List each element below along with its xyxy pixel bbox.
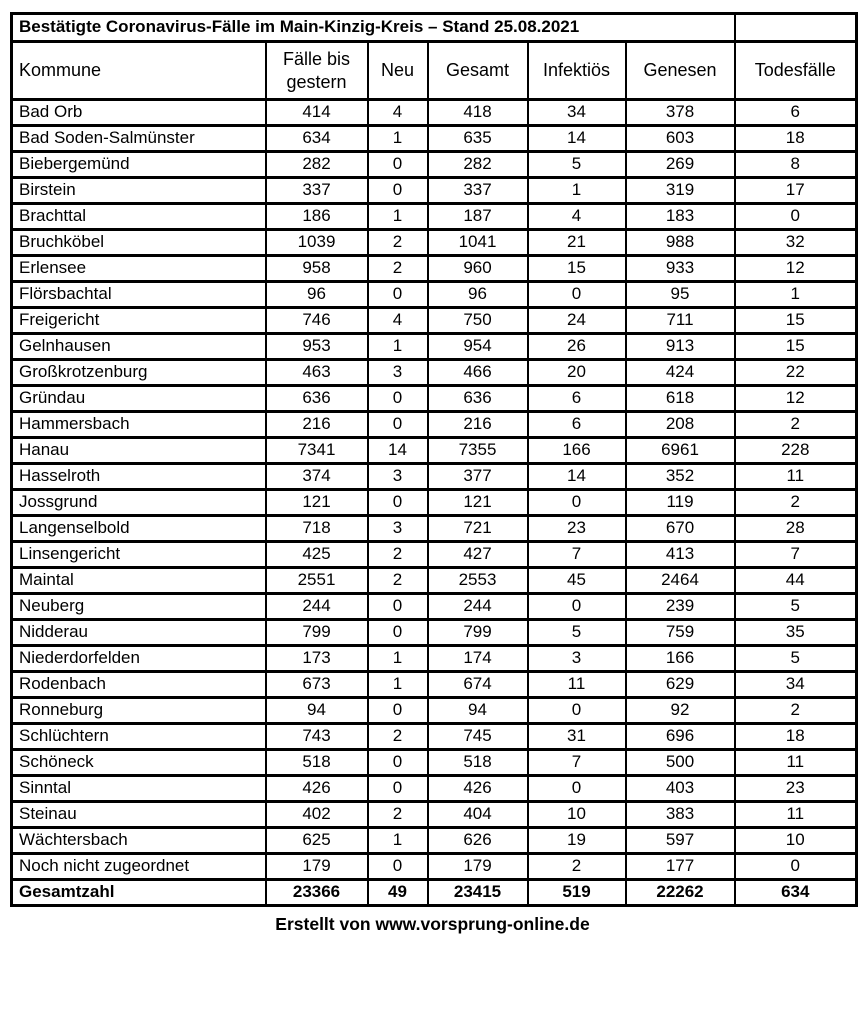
footer-credit: Erstellt von www.vorsprung-online.de — [275, 914, 590, 934]
value-cell: 374 — [266, 464, 368, 490]
table-row — [12, 204, 857, 230]
value-cell: 2 — [735, 490, 857, 516]
kommune-cell: Freigericht — [12, 308, 266, 334]
value-cell: 31 — [528, 724, 626, 750]
kommune-cell: Hasselroth — [12, 464, 266, 490]
value-cell: 19 — [528, 828, 626, 854]
table-row — [12, 438, 857, 464]
kommune-cell: Hammersbach — [12, 412, 266, 438]
value-cell: 383 — [626, 802, 735, 828]
value-cell: 1 — [368, 646, 428, 672]
kommune-cell: Gründau — [12, 386, 266, 412]
value-cell: 96 — [266, 282, 368, 308]
column-header-0: Kommune — [12, 42, 266, 100]
value-cell: 7 — [735, 542, 857, 568]
value-cell: 425 — [266, 542, 368, 568]
value-cell: 0 — [735, 204, 857, 230]
value-cell: 95 — [626, 282, 735, 308]
value-cell: 958 — [266, 256, 368, 282]
value-cell: 11 — [735, 802, 857, 828]
value-cell: 1 — [368, 828, 428, 854]
value-cell: 2 — [368, 802, 428, 828]
value-cell: 20 — [528, 360, 626, 386]
value-cell: 179 — [428, 854, 528, 880]
value-cell: 6 — [735, 100, 857, 126]
value-cell: 94 — [428, 698, 528, 724]
value-cell: 282 — [428, 152, 528, 178]
kommune-cell: Ronneburg — [12, 698, 266, 724]
value-cell: 23 — [735, 776, 857, 802]
value-cell: 625 — [266, 828, 368, 854]
value-cell: 5 — [735, 646, 857, 672]
kommune-cell: Sinntal — [12, 776, 266, 802]
value-cell: 32 — [735, 230, 857, 256]
column-header-6: Todesfälle — [735, 42, 857, 100]
table-row — [12, 412, 857, 438]
value-cell: 228 — [735, 438, 857, 464]
value-cell: 10 — [735, 828, 857, 854]
value-cell: 7341 — [266, 438, 368, 464]
value-cell: 244 — [428, 594, 528, 620]
value-cell: 4 — [368, 308, 428, 334]
value-cell: 634 — [266, 126, 368, 152]
table-row — [12, 698, 857, 724]
table-title: Bestätigte Coronavirus-Fälle im Main-Kinzig-Kreis – Stand 25.08.2021 — [12, 14, 735, 42]
table-row — [12, 282, 857, 308]
value-cell: 319 — [626, 178, 735, 204]
value-cell: 3 — [368, 464, 428, 490]
value-cell: 424 — [626, 360, 735, 386]
value-cell: 45 — [528, 568, 626, 594]
value-cell: 92 — [626, 698, 735, 724]
value-cell: 913 — [626, 334, 735, 360]
value-cell: 597 — [626, 828, 735, 854]
value-cell: 0 — [735, 854, 857, 880]
kommune-cell: Rodenbach — [12, 672, 266, 698]
table-row — [12, 334, 857, 360]
value-cell: 0 — [368, 776, 428, 802]
value-cell: 413 — [626, 542, 735, 568]
kommune-cell: Langenselbold — [12, 516, 266, 542]
value-cell: 0 — [528, 490, 626, 516]
kommune-cell: Wächtersbach — [12, 828, 266, 854]
title-row — [12, 14, 857, 42]
value-cell: 518 — [428, 750, 528, 776]
value-cell: 463 — [266, 360, 368, 386]
value-cell: 3 — [528, 646, 626, 672]
table-row — [12, 620, 857, 646]
table-row — [12, 490, 857, 516]
value-cell: 636 — [428, 386, 528, 412]
table-row — [12, 256, 857, 282]
value-cell: 1 — [528, 178, 626, 204]
value-cell: 674 — [428, 672, 528, 698]
value-cell: 10 — [528, 802, 626, 828]
value-cell: 2551 — [266, 568, 368, 594]
value-cell: 1039 — [266, 230, 368, 256]
value-cell: 0 — [368, 178, 428, 204]
kommune-cell: Neuberg — [12, 594, 266, 620]
value-cell: 670 — [626, 516, 735, 542]
value-cell: 44 — [735, 568, 857, 594]
value-cell: 0 — [368, 620, 428, 646]
value-cell: 11 — [528, 672, 626, 698]
value-cell: 673 — [266, 672, 368, 698]
value-cell: 28 — [735, 516, 857, 542]
table-row — [12, 178, 857, 204]
table-row — [12, 672, 857, 698]
table-row — [12, 776, 857, 802]
value-cell: 954 — [428, 334, 528, 360]
table-row — [12, 126, 857, 152]
kommune-cell: Niederdorfelden — [12, 646, 266, 672]
value-cell: 23366 — [266, 880, 368, 906]
value-cell: 426 — [266, 776, 368, 802]
value-cell: 746 — [266, 308, 368, 334]
value-cell: 0 — [368, 412, 428, 438]
kommune-cell: Hanau — [12, 438, 266, 464]
value-cell: 0 — [368, 594, 428, 620]
value-cell: 988 — [626, 230, 735, 256]
value-cell: 216 — [428, 412, 528, 438]
value-cell: 6961 — [626, 438, 735, 464]
value-cell: 11 — [735, 750, 857, 776]
value-cell: 759 — [626, 620, 735, 646]
value-cell: 635 — [428, 126, 528, 152]
kommune-cell: Linsengericht — [12, 542, 266, 568]
table-body — [12, 100, 857, 906]
value-cell: 603 — [626, 126, 735, 152]
value-cell: 3 — [368, 516, 428, 542]
value-cell: 799 — [266, 620, 368, 646]
value-cell: 183 — [626, 204, 735, 230]
table-row — [12, 646, 857, 672]
value-cell: 0 — [368, 282, 428, 308]
value-cell: 933 — [626, 256, 735, 282]
value-cell: 2 — [368, 542, 428, 568]
kommune-cell: Jossgrund — [12, 490, 266, 516]
value-cell: 0 — [528, 282, 626, 308]
table-row — [12, 386, 857, 412]
value-cell: 2 — [368, 724, 428, 750]
value-cell: 2 — [528, 854, 626, 880]
value-cell: 22262 — [626, 880, 735, 906]
value-cell: 6 — [528, 412, 626, 438]
value-cell: 953 — [266, 334, 368, 360]
value-cell: 24 — [528, 308, 626, 334]
table-row — [12, 802, 857, 828]
value-cell: 378 — [626, 100, 735, 126]
value-cell: 721 — [428, 516, 528, 542]
table-row — [12, 152, 857, 178]
kommune-cell: Birstein — [12, 178, 266, 204]
column-header-4: Infektiös — [528, 42, 626, 100]
value-cell: 2 — [368, 568, 428, 594]
table-row — [12, 360, 857, 386]
kommune-cell: Noch nicht zugeordnet — [12, 854, 266, 880]
value-cell: 94 — [266, 698, 368, 724]
value-cell: 799 — [428, 620, 528, 646]
value-cell: 466 — [428, 360, 528, 386]
value-cell: 4 — [528, 204, 626, 230]
value-cell: 960 — [428, 256, 528, 282]
value-cell: 711 — [626, 308, 735, 334]
value-cell: 17 — [735, 178, 857, 204]
value-cell: 208 — [626, 412, 735, 438]
kommune-cell: Schöneck — [12, 750, 266, 776]
value-cell: 1 — [368, 672, 428, 698]
value-cell: 6 — [528, 386, 626, 412]
value-cell: 402 — [266, 802, 368, 828]
value-cell: 244 — [266, 594, 368, 620]
value-cell: 2 — [735, 698, 857, 724]
value-cell: 750 — [428, 308, 528, 334]
table-row — [12, 724, 857, 750]
value-cell: 377 — [428, 464, 528, 490]
value-cell: 427 — [428, 542, 528, 568]
value-cell: 8 — [735, 152, 857, 178]
value-cell: 186 — [266, 204, 368, 230]
table-row — [12, 516, 857, 542]
kommune-cell: Großkrotzenburg — [12, 360, 266, 386]
table-row — [12, 542, 857, 568]
value-cell: 49 — [368, 880, 428, 906]
value-cell: 7355 — [428, 438, 528, 464]
table-row — [12, 230, 857, 256]
value-cell: 0 — [528, 698, 626, 724]
column-header-2: Neu — [368, 42, 428, 100]
value-cell: 166 — [626, 646, 735, 672]
value-cell: 696 — [626, 724, 735, 750]
value-cell: 26 — [528, 334, 626, 360]
value-cell: 1 — [368, 126, 428, 152]
value-cell: 718 — [266, 516, 368, 542]
value-cell: 18 — [735, 724, 857, 750]
value-cell: 0 — [528, 776, 626, 802]
kommune-cell: Bad Soden-Salmünster — [12, 126, 266, 152]
value-cell: 187 — [428, 204, 528, 230]
kommune-cell: Biebergemünd — [12, 152, 266, 178]
value-cell: 0 — [368, 490, 428, 516]
value-cell: 14 — [368, 438, 428, 464]
total-row — [12, 880, 857, 906]
value-cell: 15 — [528, 256, 626, 282]
value-cell: 2 — [368, 230, 428, 256]
value-cell: 0 — [368, 750, 428, 776]
covid-cases-table — [10, 12, 858, 907]
value-cell: 2553 — [428, 568, 528, 594]
kommune-cell: Flörsbachtal — [12, 282, 266, 308]
value-cell: 2464 — [626, 568, 735, 594]
value-cell: 119 — [626, 490, 735, 516]
value-cell: 5 — [528, 620, 626, 646]
value-cell: 0 — [368, 854, 428, 880]
value-cell: 2 — [368, 256, 428, 282]
value-cell: 15 — [735, 334, 857, 360]
value-cell: 4 — [368, 100, 428, 126]
kommune-cell: Steinau — [12, 802, 266, 828]
value-cell: 518 — [266, 750, 368, 776]
value-cell: 519 — [528, 880, 626, 906]
value-cell: 239 — [626, 594, 735, 620]
value-cell: 14 — [528, 464, 626, 490]
value-cell: 626 — [428, 828, 528, 854]
value-cell: 629 — [626, 672, 735, 698]
value-cell: 15 — [735, 308, 857, 334]
value-cell: 34 — [528, 100, 626, 126]
value-cell: 418 — [428, 100, 528, 126]
value-cell: 179 — [266, 854, 368, 880]
value-cell: 745 — [428, 724, 528, 750]
value-cell: 337 — [428, 178, 528, 204]
value-cell: 5 — [528, 152, 626, 178]
value-cell: 337 — [266, 178, 368, 204]
table-row — [12, 100, 857, 126]
value-cell: 14 — [528, 126, 626, 152]
kommune-cell: Brachttal — [12, 204, 266, 230]
value-cell: 166 — [528, 438, 626, 464]
column-header-5: Genesen — [626, 42, 735, 100]
value-cell: 174 — [428, 646, 528, 672]
value-cell: 23415 — [428, 880, 528, 906]
kommune-cell: Bad Orb — [12, 100, 266, 126]
value-cell: 0 — [368, 386, 428, 412]
value-cell: 1 — [368, 204, 428, 230]
value-cell: 404 — [428, 802, 528, 828]
value-cell: 282 — [266, 152, 368, 178]
value-cell: 634 — [735, 880, 857, 906]
value-cell: 18 — [735, 126, 857, 152]
table-row — [12, 828, 857, 854]
table-row — [12, 568, 857, 594]
value-cell: 7 — [528, 542, 626, 568]
table-row — [12, 750, 857, 776]
value-cell: 21 — [528, 230, 626, 256]
value-cell: 426 — [428, 776, 528, 802]
column-header-1: Fälle bis gestern — [266, 42, 368, 100]
value-cell: 1041 — [428, 230, 528, 256]
value-cell: 12 — [735, 386, 857, 412]
value-cell: 743 — [266, 724, 368, 750]
kommune-cell: Gelnhausen — [12, 334, 266, 360]
value-cell: 173 — [266, 646, 368, 672]
value-cell: 414 — [266, 100, 368, 126]
kommune-cell: Bruchköbel — [12, 230, 266, 256]
kommune-cell: Erlensee — [12, 256, 266, 282]
value-cell: 0 — [368, 698, 428, 724]
value-cell: 618 — [626, 386, 735, 412]
value-cell: 22 — [735, 360, 857, 386]
table-row — [12, 464, 857, 490]
kommune-cell: Maintal — [12, 568, 266, 594]
value-cell: 23 — [528, 516, 626, 542]
value-cell: 121 — [428, 490, 528, 516]
value-cell: 636 — [266, 386, 368, 412]
value-cell: 1 — [368, 334, 428, 360]
table-row — [12, 308, 857, 334]
value-cell: 2 — [735, 412, 857, 438]
value-cell: 216 — [266, 412, 368, 438]
value-cell: 500 — [626, 750, 735, 776]
value-cell: 121 — [266, 490, 368, 516]
value-cell: 35 — [735, 620, 857, 646]
value-cell: 34 — [735, 672, 857, 698]
value-cell: 96 — [428, 282, 528, 308]
value-cell: 1 — [735, 282, 857, 308]
value-cell: 403 — [626, 776, 735, 802]
table-row — [12, 854, 857, 880]
value-cell: 7 — [528, 750, 626, 776]
value-cell: 177 — [626, 854, 735, 880]
column-header-3: Gesamt — [428, 42, 528, 100]
kommune-cell: Gesamtzahl — [12, 880, 266, 906]
value-cell: 3 — [368, 360, 428, 386]
value-cell: 352 — [626, 464, 735, 490]
value-cell: 269 — [626, 152, 735, 178]
value-cell: 5 — [735, 594, 857, 620]
value-cell: 0 — [368, 152, 428, 178]
header-row — [12, 42, 857, 100]
kommune-cell: Schlüchtern — [12, 724, 266, 750]
value-cell: 11 — [735, 464, 857, 490]
value-cell: 0 — [528, 594, 626, 620]
kommune-cell: Nidderau — [12, 620, 266, 646]
table-row — [12, 594, 857, 620]
title-empty-cell — [735, 14, 857, 42]
value-cell: 12 — [735, 256, 857, 282]
